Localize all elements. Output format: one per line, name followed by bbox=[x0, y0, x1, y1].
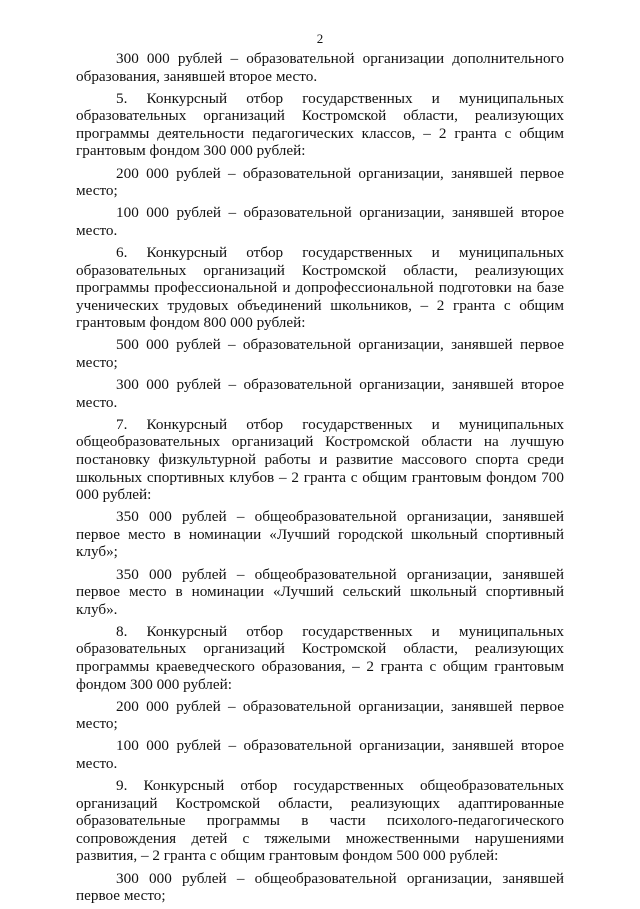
paragraph-section-7-rural-club: 350 000 рублей – общеобразовательной организации, занявшей первое место в номинации «Лучший сельский школьный спортивный клуб». bbox=[76, 565, 564, 618]
paragraph-section-6-second-place: 300 000 рублей – образовательной организации, занявшей второе место. bbox=[76, 376, 564, 411]
page-number: 2 bbox=[316, 31, 324, 46]
paragraph-section-5-second-place: 100 000 рублей – образовательной организации, занявшей второе место. bbox=[76, 204, 564, 239]
paragraph-section-8-first-place: 200 000 рублей – образовательной организации, занявшей первое место; bbox=[76, 697, 564, 733]
paragraph-section-7: 7. Конкурсный отбор государственных и муниципальных общеобразовательных организаций Костромской области на лучшую постановку физкультурной работы и развитие массового спорта среди школьных спортивных клубов – 2 гранта с общим грантовым фондом 700 000 рублей: bbox=[76, 415, 564, 504]
paragraph-prize-1-2nd-place: 300 000 рублей – образовательной организации дополнительного образования, занявшей второе место. bbox=[76, 50, 564, 85]
paragraph-section-5: 5. Конкурсный отбор государственных и муниципальных образовательных организаций Костромской области, реализующих программы деятельности педагогических классов, – 2 гранта с общим грантовым фондом 300 000 рублей: bbox=[76, 89, 564, 160]
paragraph-section-9-first-place: 300 000 рублей – общеобразовательной организации, занявшей первое место; bbox=[76, 869, 564, 905]
paragraph-section-9: 9. Конкурсный отбор государственных общеобразовательных организаций Костромской области, реализующих адаптированные образовательные программы в части психолого-педагогического сопровождения детей с тяжелыми множественными нарушениями развития, – 2 гранта с общим грантовым фондом 500 000 рублей: bbox=[76, 777, 564, 865]
paragraph-section-5-first-place: 200 000 рублей – образовательной организации, занявшей первое место; bbox=[76, 164, 564, 200]
document-body bbox=[76, 50, 564, 909]
paragraph-section-7-urban-club: 350 000 рублей – общеобразовательной организации, занявшей первое место в номинации «Лучший городской школьный спортивный клуб»; bbox=[76, 508, 564, 561]
paragraph-section-6: 6. Конкурсный отбор государственных и муниципальных образовательных организаций Костромской области, реализующих программы профессиональной и допрофессиональной подготовки на базе ученических трудовых объединений школьников, – 2 гранта с общим грантовым фондом 800 000 рублей: bbox=[76, 243, 564, 332]
paragraph-section-6-first-place: 500 000 рублей – образовательной организации, занявшей первое место; bbox=[76, 336, 564, 371]
paragraph-section-8-second-place: 100 000 рублей – образовательной организации, занявшей второе место. bbox=[76, 737, 564, 772]
paragraph-section-8: 8. Конкурсный отбор государственных и муниципальных образовательных организаций Костромской области, реализующих программы краеведческого образования, – 2 гранта с общим грантовым фондом 300 000 рублей: bbox=[76, 622, 564, 693]
